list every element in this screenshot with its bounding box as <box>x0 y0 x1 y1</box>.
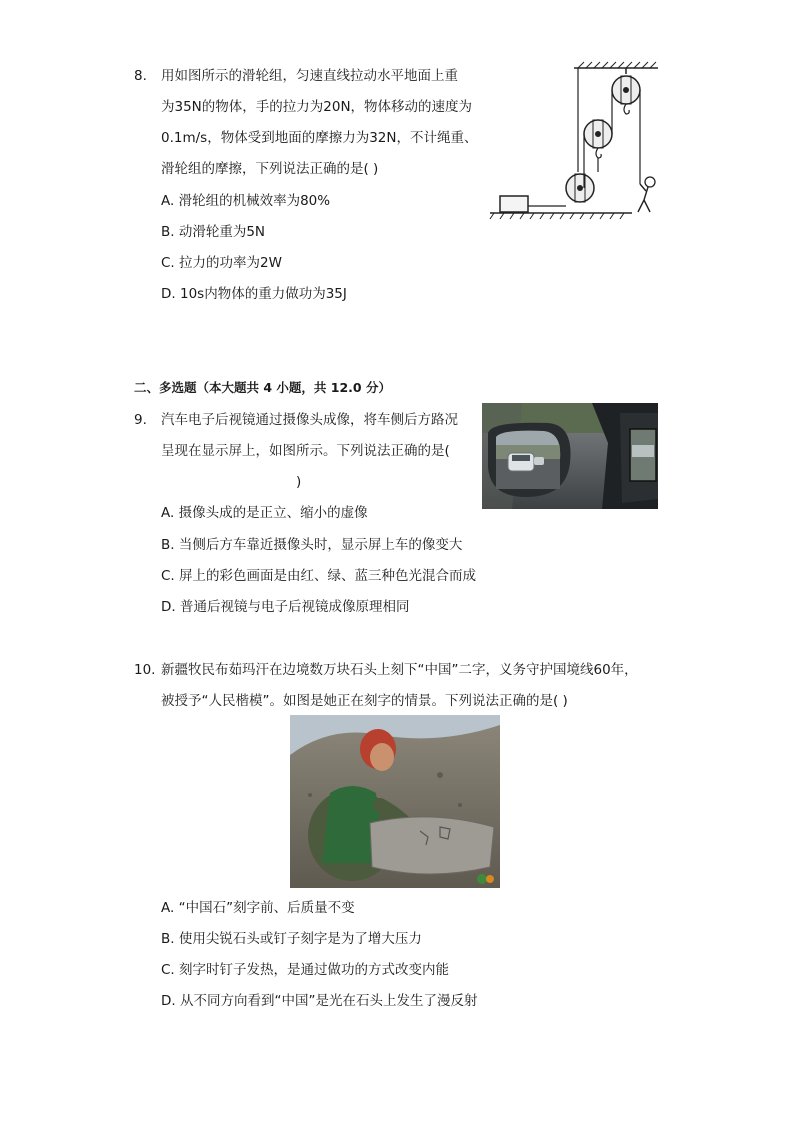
q10-stem-line-1: 新疆牧民布茹玛汗在边境数万块石头上刻下“中国”二字，义务守护国境线60年， <box>161 662 638 678</box>
q8-stem-line-4: 滑轮组的摩擦，下列说法正确的是( ) <box>161 161 379 177</box>
q10-stem-line-2: 被授予“人民楷模”。如图是她正在刻字的情景。下列说法正确的是( ) <box>161 693 568 709</box>
q8-number: 8. <box>134 68 147 84</box>
q8-stem-line-1: 用如图所示的滑轮组，匀速直线拉动水平地面上重 <box>161 68 458 84</box>
q9-option-a: A. 摄像头成的是正立、缩小的虚像 <box>161 505 368 521</box>
car-mirror-photo <box>482 403 658 509</box>
q8-option-b: B. 动滑轮重为5N <box>161 224 266 240</box>
q10-number: 10. <box>134 662 156 678</box>
q9-option-b: B. 当侧后方车靠近摄像头时，显示屏上车的像变大 <box>161 537 463 553</box>
stone-carving-photo <box>290 715 500 888</box>
q8-stem-line-2: 为35N的物体，手的拉力为20N，物体移动的速度为 <box>161 99 473 115</box>
pulley-diagram <box>488 60 660 224</box>
q10-option-a: A. “中国石”刻字前、后质量不变 <box>161 900 355 916</box>
q9-stem-line-2: 呈现在显示屏上，如图所示。下列说法正确的是( <box>161 443 450 459</box>
q8-option-d: D. 10s内物体的重力做功为35J <box>161 286 347 302</box>
q9-option-c: C. 屏上的彩色画面是由红、绿、蓝三种色光混合而成 <box>161 568 477 584</box>
q8-option-c: C. 拉力的功率为2W <box>161 255 282 271</box>
q9-option-d: D. 普通后视镜与电子后视镜成像原理相同 <box>161 599 410 615</box>
q8-option-a: A. 滑轮组的机械效率为80% <box>161 193 331 209</box>
section-heading: 二、多选题（本大题共 4 小题，共 12.0 分） <box>134 380 391 395</box>
q10-option-c: C. 刻字时钉子发热，是通过做功的方式改变内能 <box>161 962 450 978</box>
q10-option-d: D. 从不同方向看到“中国”是光在石头上发生了漫反射 <box>161 993 478 1009</box>
q10-option-b: B. 使用尖锐石头或钉子刻字是为了增大压力 <box>161 931 422 947</box>
q9-stem-line-3: ) <box>296 474 302 490</box>
q8-stem-line-3: 0.1m/s，物体受到地面的摩擦力为32N，不计绳重、 <box>161 130 478 146</box>
q9-number: 9. <box>134 412 147 428</box>
q9-stem-line-1: 汽车电子后视镜通过摄像头成像，将车侧后方路况 <box>161 412 458 428</box>
